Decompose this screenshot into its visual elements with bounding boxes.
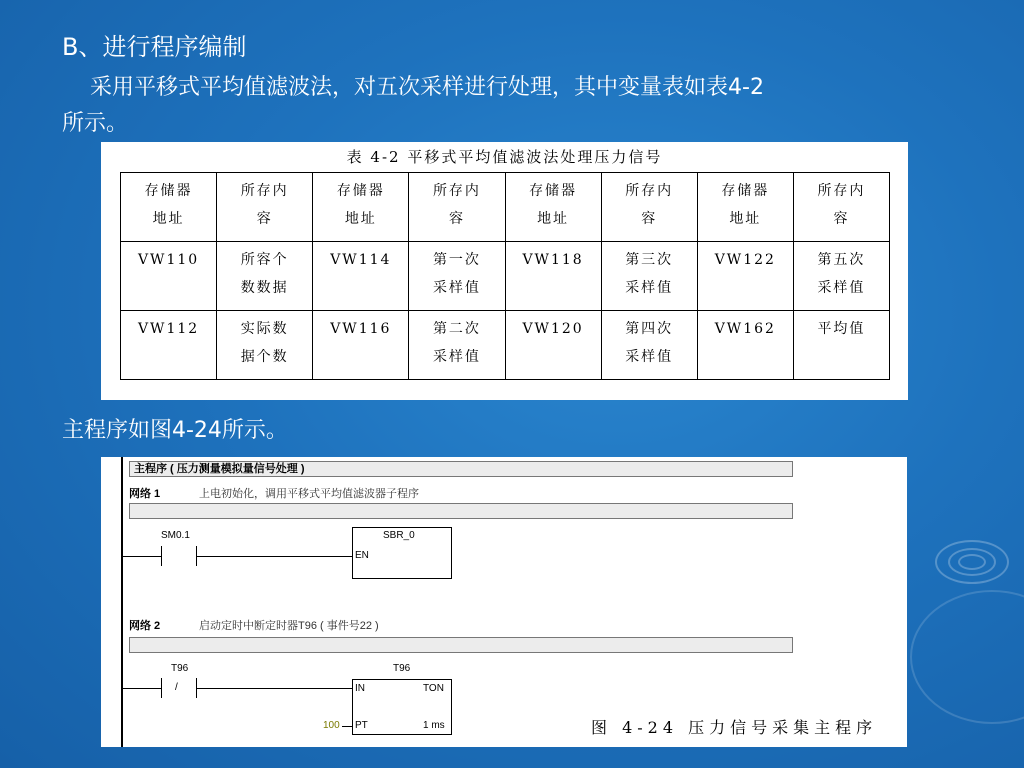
table-cell-line: VW162	[714, 321, 776, 337]
program-title-bar: 主程序 ( 压力测量模拟量信号处理 )	[129, 461, 793, 477]
table-cell-line: 所存内	[817, 183, 866, 199]
table-cell	[697, 173, 793, 242]
table-cell-line: 采样值	[817, 280, 866, 296]
timer-unit-label: 1 ms	[423, 720, 445, 731]
table-cell	[313, 242, 409, 311]
table-cell	[505, 173, 601, 242]
table-cell	[697, 242, 793, 311]
table-cell-line: VW110	[137, 252, 200, 268]
ripple-decoration	[958, 554, 986, 570]
table-cell-line: 存储器	[721, 183, 770, 199]
table-cell-line: 存储器	[144, 183, 193, 199]
table-cell	[121, 173, 217, 242]
table-cell	[505, 242, 601, 311]
table-cell-line: 所存内	[625, 183, 674, 199]
network-2-label: 网络 2	[129, 620, 161, 632]
network-2-comment-bar	[129, 637, 793, 653]
table-cell-line: 容	[833, 211, 850, 227]
table-row	[121, 173, 890, 242]
table-cell	[217, 173, 313, 242]
table-cell	[601, 311, 697, 380]
table-cell	[121, 311, 217, 380]
table-cell-line: 第三次	[625, 252, 674, 268]
timer-in-label: IN	[355, 683, 365, 694]
table-cell	[409, 173, 505, 242]
variable-table-panel	[101, 142, 908, 400]
table-cell	[217, 311, 313, 380]
rung-wire	[121, 556, 161, 557]
table-cell	[697, 311, 793, 380]
intro-line-2: 所示。	[62, 111, 129, 136]
table-title: 表 4-2 平移式平均值滤波法处理压力信号	[346, 148, 663, 166]
main-program-text: 主程序如图4-24所示。	[62, 418, 288, 443]
table-cell-line: 平均值	[817, 321, 866, 337]
rung-wire	[196, 688, 352, 689]
table-cell	[505, 311, 601, 380]
power-rail	[121, 457, 123, 747]
table-cell-line: 地址	[344, 211, 377, 227]
contact-t96-left	[161, 678, 162, 698]
table-cell-line: 采样值	[432, 349, 481, 365]
table-cell	[313, 311, 409, 380]
table-cell-line: 据个数	[240, 349, 289, 365]
table-cell-line: 采样值	[625, 280, 674, 296]
network-1-comment: 上电初始化，调用平移式平均值滤波器子程序	[199, 488, 419, 500]
contact-sm01-label: SM0.1	[161, 530, 190, 541]
table-cell-line: 地址	[537, 211, 570, 227]
table-cell-line: VW122	[714, 252, 776, 268]
table-cell-line: VW114	[330, 252, 392, 268]
timer-pt-value: 100	[323, 720, 340, 731]
table-cell-line: 所存内	[240, 183, 289, 199]
table-cell-line: 数数据	[240, 280, 289, 296]
table-cell	[601, 242, 697, 311]
table-cell-line: 采样值	[625, 349, 674, 365]
network-2-comment: 启动定时中断定时器T96 ( 事件号22 )	[199, 620, 379, 632]
table-cell-line: 实际数	[240, 321, 289, 337]
table-cell	[793, 311, 889, 380]
table-cell-line: VW118	[522, 252, 584, 268]
ladder-diagram	[101, 457, 907, 747]
table-cell	[793, 242, 889, 311]
network-1-comment-bar	[129, 503, 793, 519]
table-cell	[409, 311, 505, 380]
table-cell-line: 第二次	[432, 321, 481, 337]
table-cell-line: 存储器	[529, 183, 578, 199]
contact-t96-label: T96	[171, 663, 189, 674]
figure-caption: 图 4-24 压力信号采集主程序	[591, 715, 877, 738]
table-cell-line: 第五次	[817, 252, 866, 268]
table-cell-line: 地址	[729, 211, 762, 227]
table-cell-line: 第四次	[625, 321, 674, 337]
table-cell-line: VW112	[137, 321, 200, 337]
contact-sm01-left	[161, 546, 162, 566]
table-cell-line: 容	[448, 211, 465, 227]
table-cell-line: 第一次	[432, 252, 481, 268]
contact-t96-symbol: /	[175, 682, 178, 693]
table-row	[121, 242, 890, 311]
table-cell	[313, 173, 409, 242]
table-cell-line: 容	[256, 211, 273, 227]
timer-pt-label: PT	[355, 720, 368, 731]
table-cell	[409, 242, 505, 311]
sbr0-label: SBR_0	[383, 530, 415, 541]
table-cell-line: VW120	[522, 321, 584, 337]
table-cell-line: 所容个	[240, 252, 289, 268]
table-cell-line: 采样值	[432, 280, 481, 296]
table-cell	[121, 242, 217, 311]
sbr0-en-label: EN	[355, 550, 369, 561]
table-cell	[217, 242, 313, 311]
table-cell-line: 地址	[152, 211, 185, 227]
table-cell	[601, 173, 697, 242]
variable-table	[120, 172, 890, 380]
table-row	[121, 311, 890, 380]
ripple-decoration	[910, 590, 1024, 724]
rung-wire	[121, 688, 161, 689]
pt-wire	[342, 726, 352, 727]
slide-heading: B、进行程序编制	[62, 33, 247, 61]
table-cell-line: 所存内	[432, 183, 481, 199]
intro-line-1: 采用平移式平均值滤波法，对五次采样进行处理，其中变量表如表4-2	[90, 75, 764, 100]
table-cell-line: VW116	[330, 321, 392, 337]
table-cell	[793, 173, 889, 242]
timer-type-label: TON	[423, 683, 444, 694]
network-1-label: 网络 1	[129, 488, 161, 500]
intro-paragraph	[62, 70, 962, 142]
rung-wire	[196, 556, 352, 557]
table-cell-line: 存储器	[336, 183, 385, 199]
timer-t96-label: T96	[393, 663, 411, 674]
table-cell-line: 容	[641, 211, 658, 227]
